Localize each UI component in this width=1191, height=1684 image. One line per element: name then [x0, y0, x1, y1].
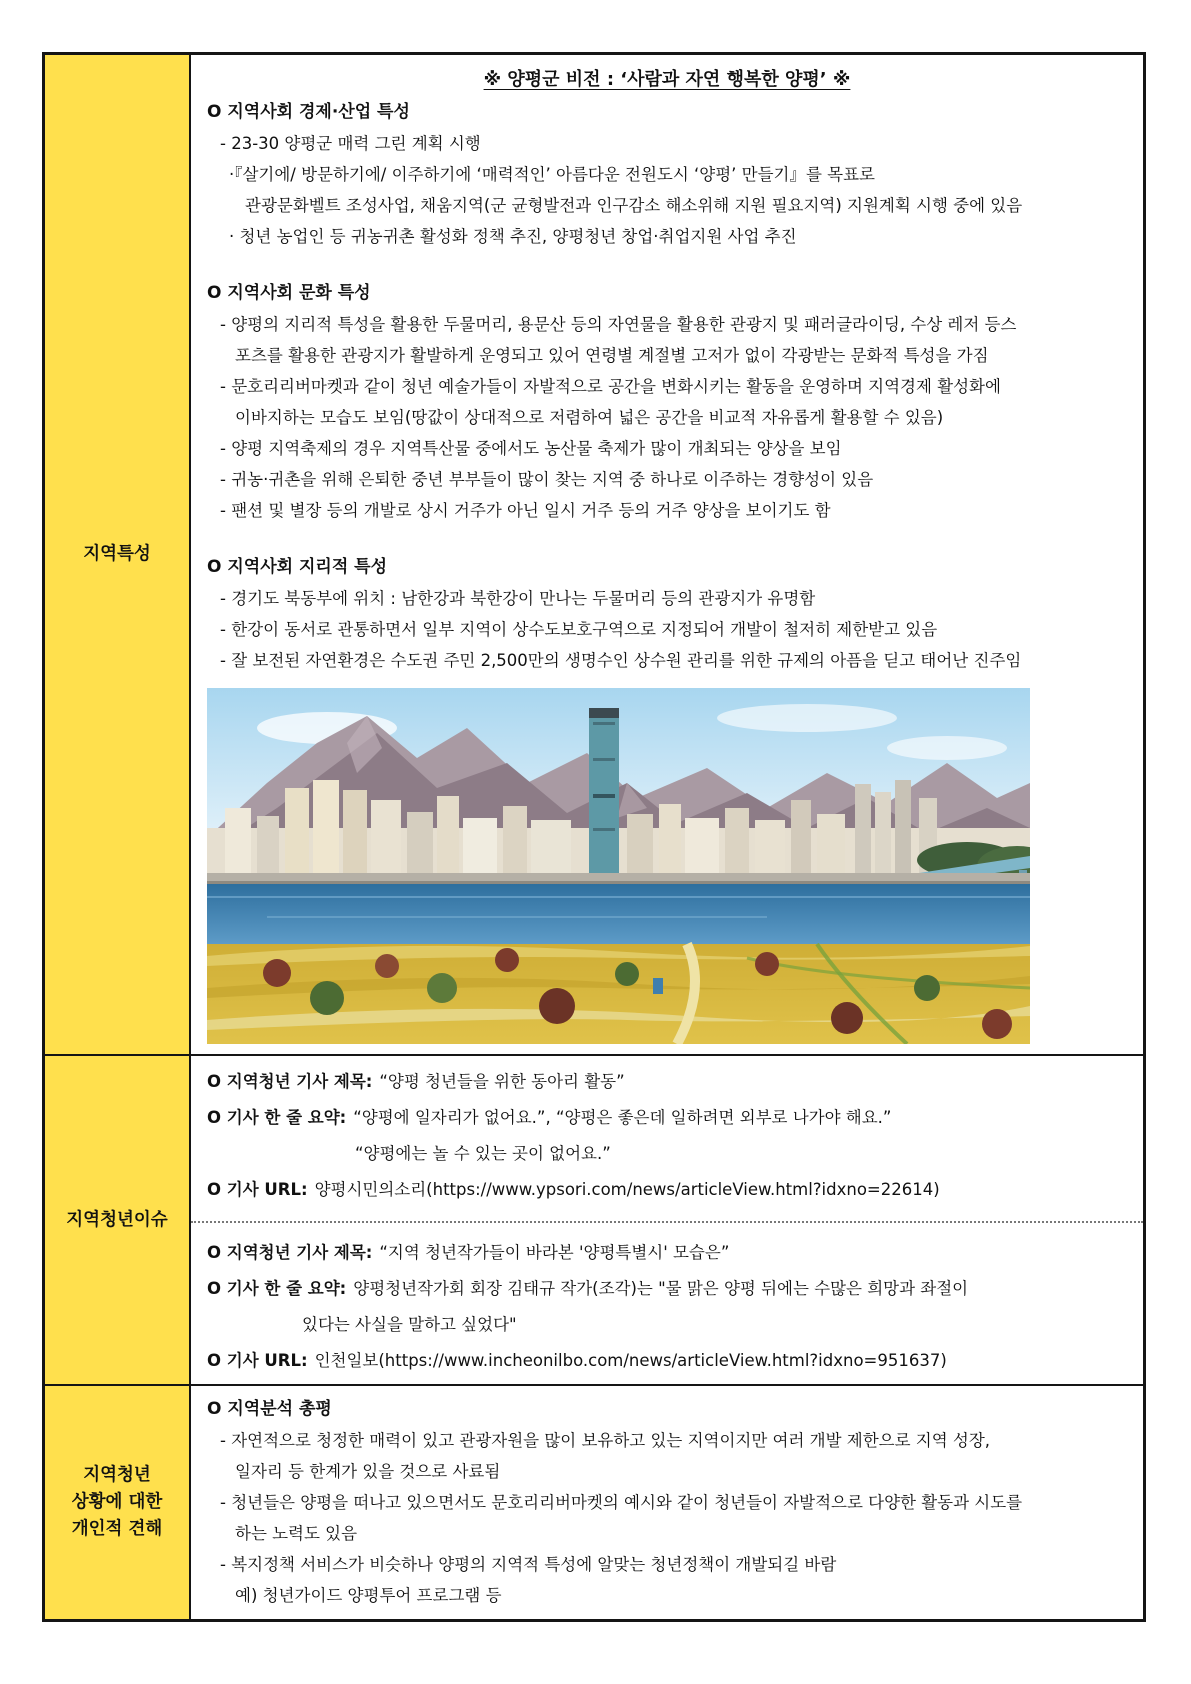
- text-line: - 한강이 동서로 관통하면서 일부 지역이 상수도보호구역으로 지정되어 개발이 철저히 제한받고 있음: [220, 620, 938, 639]
- section-title-economy: O 지역사회 경제·산업 특성: [207, 102, 410, 122]
- text-line: 일자리 등 한계가 있을 것으로 사료됨: [235, 1462, 501, 1481]
- text-line: - 문호리리버마켓과 같이 청년 예술가들이 자발적으로 공간을 변화시키는 활동을 운영하며 지역경제 활성화에: [220, 377, 1001, 396]
- article-summary-continuation: “양평에는 놀 수 있는 곳이 없어요.”: [355, 1144, 611, 1163]
- text-line: - 귀농·귀촌을 위해 은퇴한 중년 부부들이 많이 찾는 지역 중 하나로 이주하는 경향성이 있음: [220, 470, 874, 489]
- row-label-text: 지역청년이슈: [66, 1209, 168, 1230]
- photo-skyscraper: [589, 708, 619, 873]
- section-gap: [207, 526, 1127, 552]
- text-line: - 복지정책 서비스가 비슷하나 양평의 지역적 특성에 알맞는 청년정책이 개발되길 바람: [220, 1555, 837, 1574]
- region-analysis-table: [42, 52, 1146, 1622]
- text-line: - 경기도 북동부에 위치 : 남한강과 북한강이 만나는 두물머리 등의 관광지가 유명함: [220, 589, 816, 608]
- article-summary-line: O 기사 한 줄 요약: 양평청년작가회 회장 김태규 작가(조각)는 "물 맑은 양평 뒤에는 수많은 희망과 좌절이: [207, 1279, 969, 1298]
- text-line: 포츠를 활용한 관광지가 활발하게 운영되고 있어 연령별 계절별 고저가 없이 각광받는 문화적 특성을 가짐: [235, 346, 989, 365]
- row-label-text: 지역특성: [83, 544, 151, 564]
- article-title-line: O 지역청년 기사 제목: “지역 청년작가들이 바라본 '양평특별시' 모습은”: [207, 1243, 730, 1262]
- photo-small-structure: [653, 978, 663, 994]
- text-line: - 양평 지역축제의 경우 지역특산물 중에서도 농산물 축제가 많이 개최되는 양상을 보임: [220, 439, 842, 458]
- overall-review-cell: [191, 1384, 1143, 1619]
- text-line: - 청년들은 양평을 떠나고 있으면서도 문호리리버마켓의 예시와 같이 청년들이 자발적으로 다양한 활동과 시도를: [220, 1493, 1023, 1512]
- vision-header: ※ 양평군 비전 : ‘사람과 자연 행복한 양평’ ※: [483, 69, 851, 90]
- text-line: 예) 청년가이드 양평투어 프로그램 등: [235, 1586, 502, 1605]
- row-label-text-line1: 지역청년: [83, 1465, 151, 1485]
- section-title-culture: O 지역사회 문화 특성: [207, 283, 371, 303]
- section-gap: [207, 252, 1127, 278]
- row-label-youth-issues: [45, 1054, 191, 1384]
- text-line: - 자연적으로 청정한 매력이 있고 관광자원을 많이 보유하고 있는 지역이지만 여러 개발 제한으로 지역 성장,: [220, 1431, 991, 1450]
- text-line: ·『살기에/ 방문하기에/ 이주하기에 ‘매력적인’ 아름다운 전원도시 ‘양평’ 만들기』를 목표로: [229, 165, 875, 184]
- text-line: - 팬션 및 별장 등의 개발로 상시 거주가 아닌 일시 거주 등의 거주 양상을 보이기도 함: [220, 501, 831, 520]
- article-summary-continuation: 있다는 사실을 말하고 싶었다": [302, 1315, 517, 1334]
- row-label-personal-opinion: [45, 1384, 191, 1619]
- text-line: 이바지하는 모습도 보임(땅값이 상대적으로 저렴하여 넓은 공간을 비교적 자유롭게 활용할 수 있음): [235, 408, 944, 427]
- youth-issues-cell: [191, 1054, 1143, 1384]
- section-title-geography: O 지역사회 지리적 특성: [207, 557, 388, 577]
- row-label-text-line3: 개인적 견해: [71, 1519, 163, 1539]
- text-line: · 청년 농업인 등 귀농귀촌 활성화 정책 추진, 양평청년 창업·취업지원 사업 추진: [229, 227, 797, 246]
- photo-fields: [207, 944, 1030, 1044]
- article-title-line: O 지역청년 기사 제목: “양평 청년들을 위한 동아리 활동”: [207, 1072, 625, 1091]
- text-line: - 23-30 양평군 매력 그린 계획 시행: [220, 134, 481, 153]
- region-characteristics-cell: [191, 55, 1143, 1054]
- article-divider: [191, 1221, 1143, 1223]
- photo-river: [207, 884, 1030, 944]
- article-url-line: O 기사 URL: 인천일보(https://www.incheonilbo.com/news/articleView.html?idxno=951637): [207, 1351, 947, 1370]
- article-url-line: O 기사 URL: 양평시민의소리(https://www.ypsori.com/news/articleView.html?idxno=22614): [207, 1180, 940, 1199]
- text-line: - 잘 보전된 자연환경은 수도권 주민 2,500만의 생명수인 상수원 관리를 위한 규제의 아픔을 딛고 태어난 진주임: [220, 651, 1022, 670]
- text-line: 관광문화벨트 조성사업, 채움지역(군 균형발전과 인구감소 해소위해 지원 필요지역) 지원계획 시행 중에 있음: [245, 196, 1023, 215]
- row-label-text-line2: 상황에 대한: [71, 1492, 163, 1512]
- text-line: - 양평의 지리적 특성을 활용한 두물머리, 용문산 등의 자연물을 활용한 관광지 및 패러글라이딩, 수상 레저 등스: [220, 315, 1017, 334]
- section-title-overall-review: O 지역분석 총평: [207, 1399, 332, 1419]
- yangpyeong-landscape-photo: [207, 688, 1030, 1044]
- article-summary-line: O 기사 한 줄 요약: “양평에 일자리가 없어요.”, “양평은 좋은데 일하려면 외부로 나가야 해요.”: [207, 1108, 892, 1127]
- text-line: 하는 노력도 있음: [235, 1524, 358, 1543]
- row-label-region-characteristics: [45, 55, 191, 1054]
